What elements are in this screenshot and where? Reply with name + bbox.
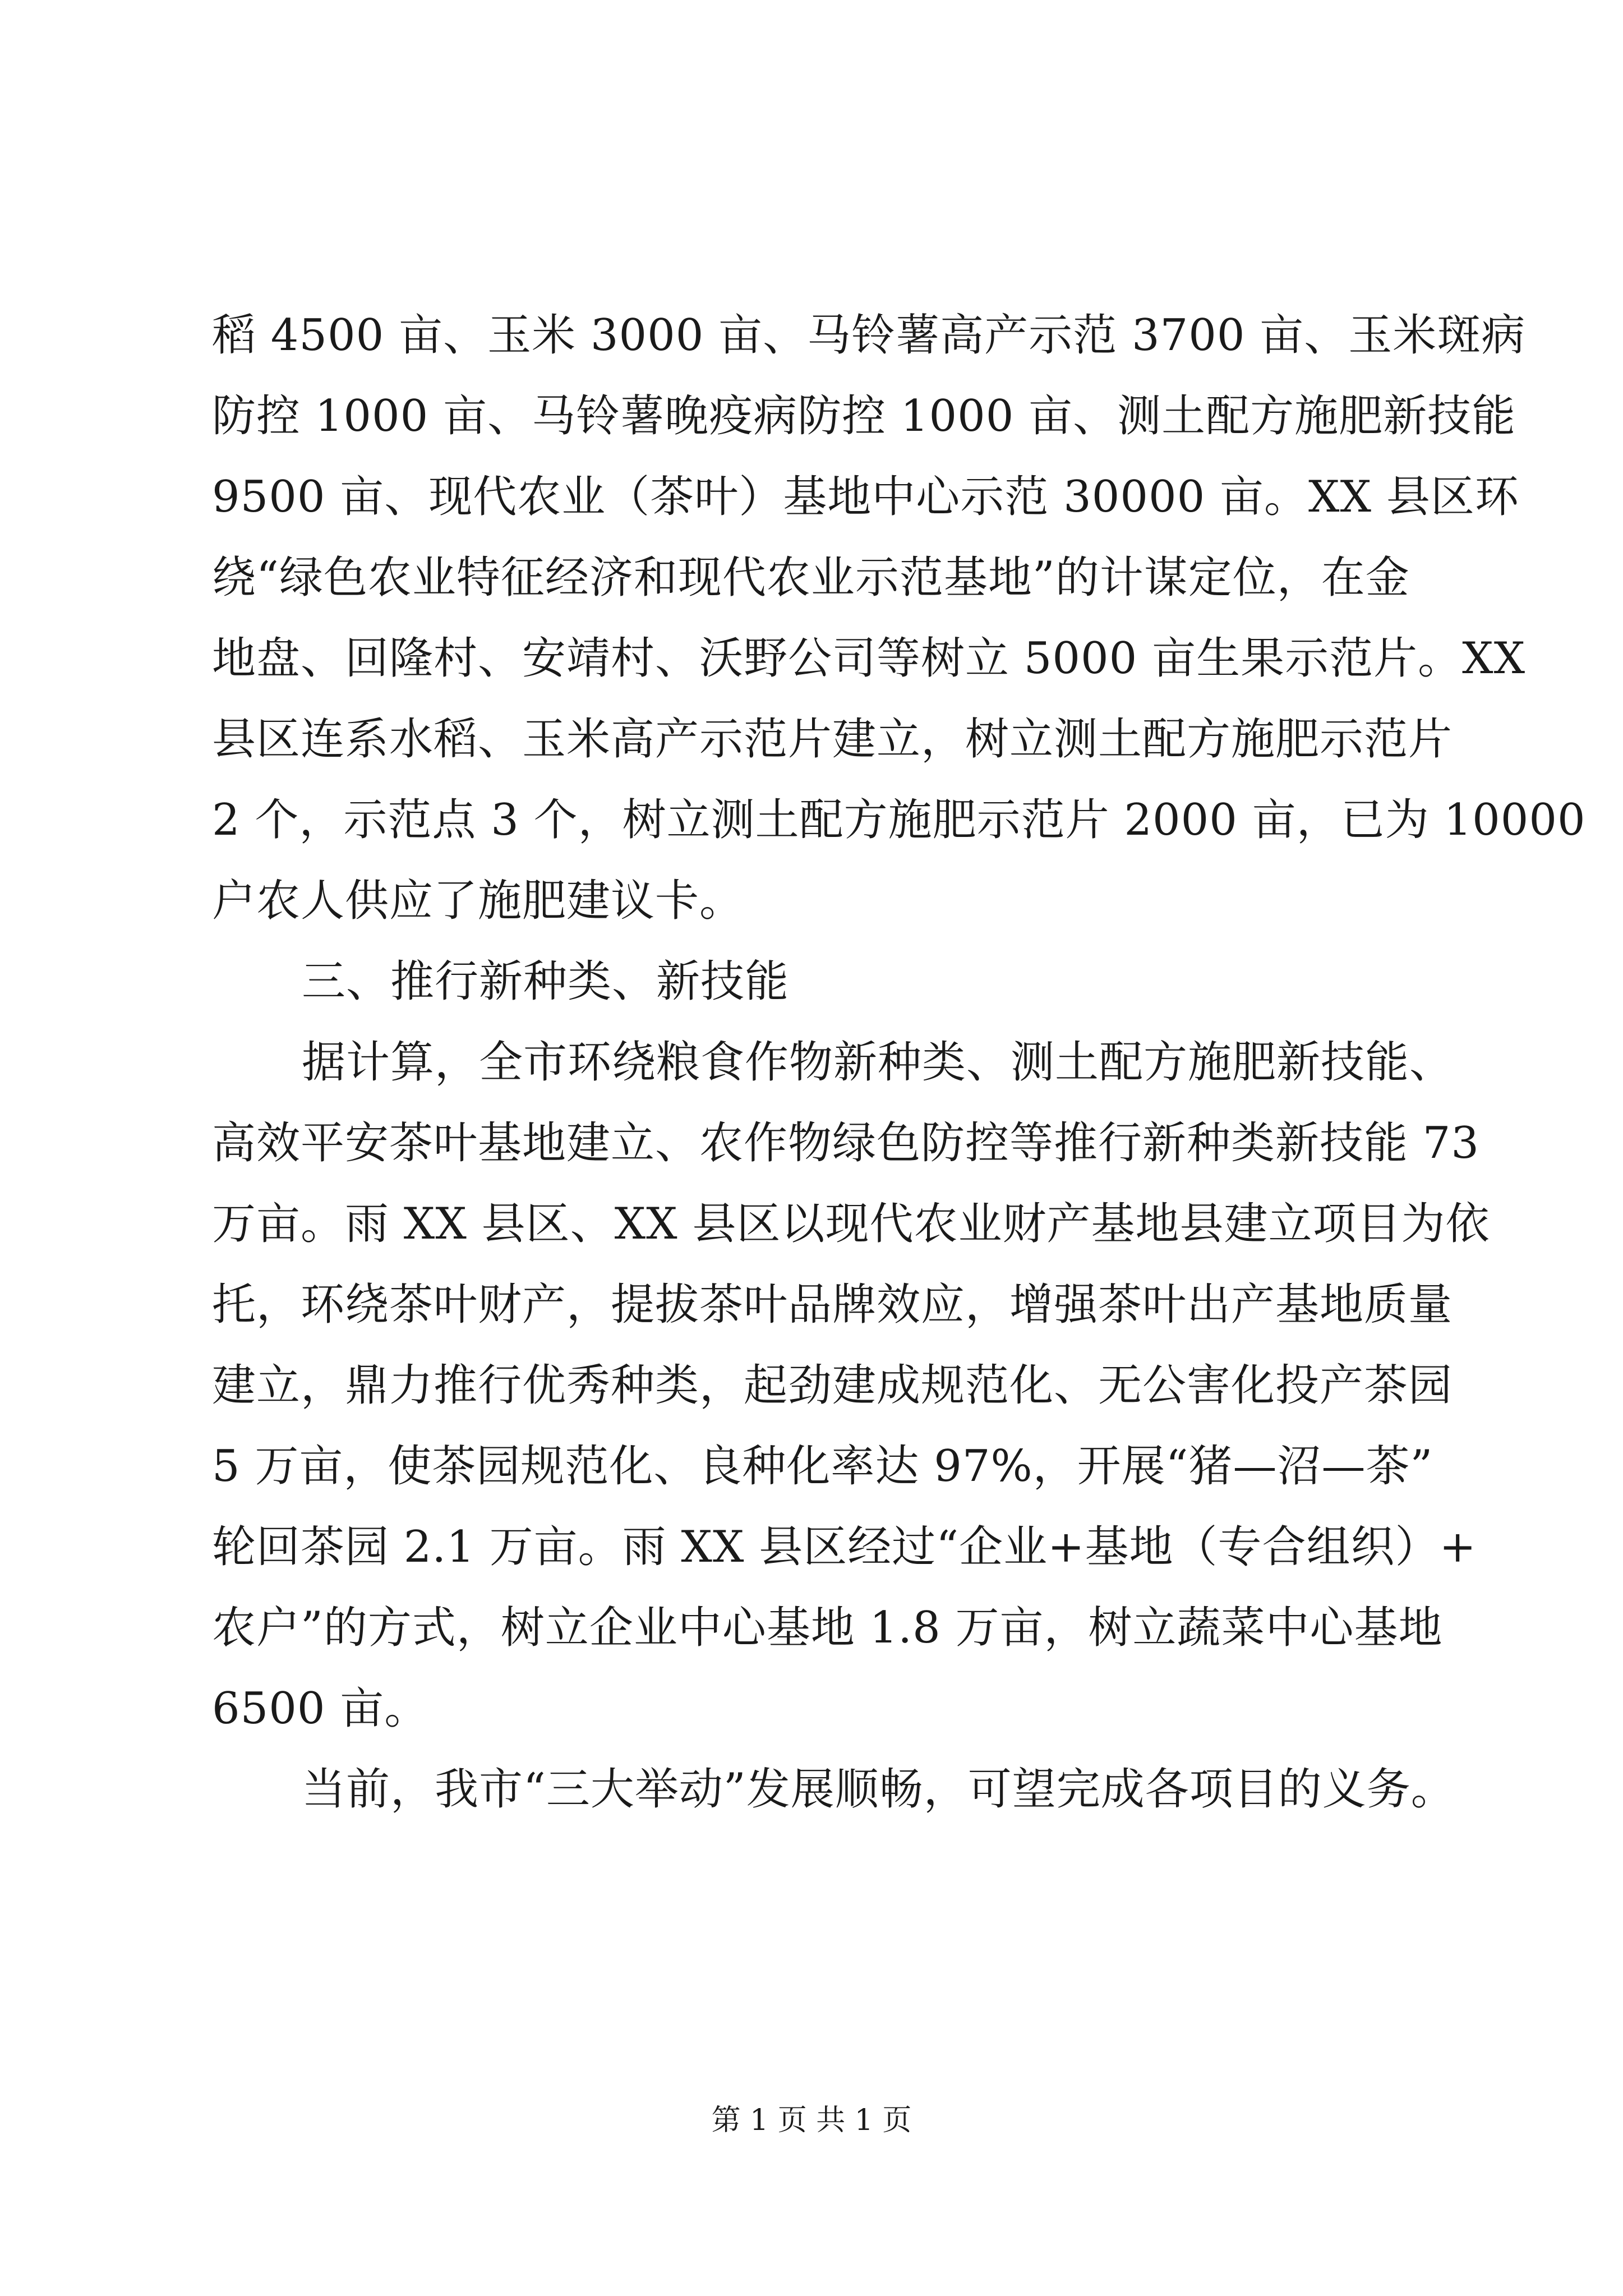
body-line: 托，环绕茶叶财产，提拔茶叶品牌效应，增强茶叶出产基地质量 [212, 1280, 1453, 1330]
body-line: 户农人供应了施肥建议卡。 [212, 876, 744, 926]
body-line: 农户”的方式，树立企业中心基地 1.8 万亩，树立蔬菜中心基地 [212, 1603, 1443, 1653]
body-line: 防控 1000 亩、马铃薯晚疫病防控 1000 亩、测土配方施肥新技能 [212, 391, 1516, 441]
page-footer: 第 1 页 共 1 页 [711, 2104, 912, 2137]
body-line: 6500 亩。 [212, 1683, 429, 1734]
body-line: 万亩。雨 XX 县区、XX 县区以现代农业财产基地县建立项目为依 [212, 1199, 1490, 1249]
body-line: 当前，我市“三大举动”发展顺畅，可望完成各项目的义务。 [302, 1764, 1455, 1815]
body-line: 5 万亩，使茶园规范化、良种化率达 97%，开展“猪—沼—茶” [212, 1441, 1433, 1492]
body-line: 县区连系水稻、玉米高产示范片建立，树立测土配方施肥示范片 [212, 714, 1453, 765]
body-line: 建立，鼎力推行优秀种类，起劲建成规范化、无公害化投产茶园 [212, 1360, 1453, 1411]
body-line: 据计算，全市环绕粮食作物新种类、测土配方施肥新技能、 [302, 1037, 1454, 1088]
body-line: 高效平安茶叶基地建立、农作物绿色防控等推行新种类新技能 73 [212, 1118, 1480, 1168]
body-line: 绕“绿色农业特征经济和现代农业示范基地”的计谋定位，在金 [212, 553, 1410, 603]
section-heading: 三、推行新种类、新技能 [302, 956, 790, 1007]
body-line: 地盘、回隆村、安靖村、沃野公司等树立 5000 亩生果示范片。XX [212, 633, 1526, 684]
body-line: 9500 亩、现代农业（茶叶）基地中心示范 30000 亩。XX 县区环 [212, 472, 1519, 522]
body-line: 稻 4500 亩、玉米 3000 亩、马铃薯高产示范 3700 亩、玉米斑病 [212, 310, 1526, 361]
body-line: 轮回茶园 2.1 万亩。雨 XX 县区经过“企业+基地（专合组织）+ [212, 1522, 1477, 1572]
body-line: 2 个，示范点 3 个，树立测土配方施肥示范片 2000 亩，已为 10000 [212, 795, 1586, 845]
